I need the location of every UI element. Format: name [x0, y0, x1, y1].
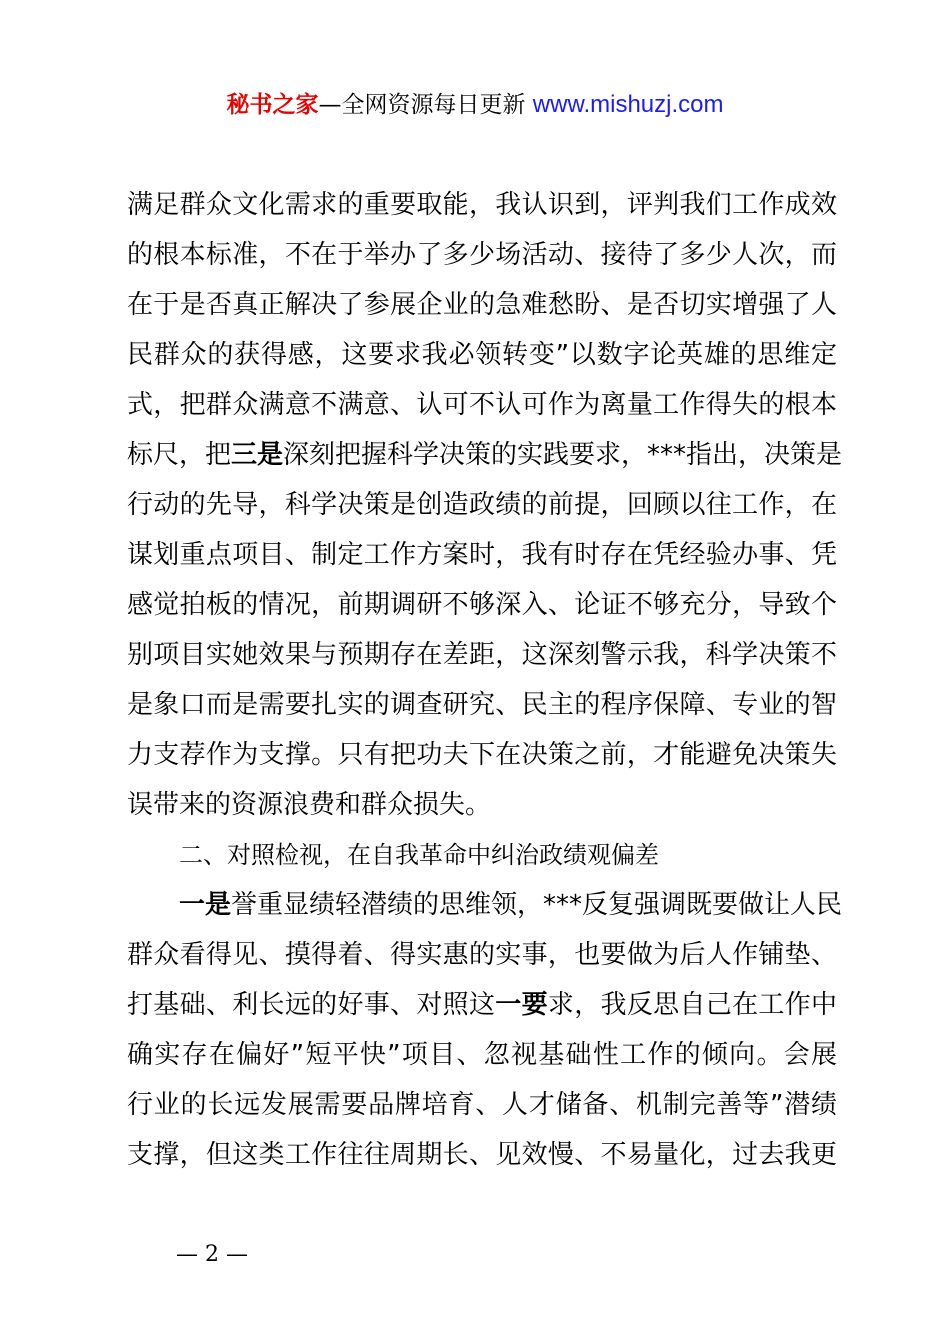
text-line: 谋划重点项目、制定工作方案时，我有时存在凭经验办事、凭 [127, 540, 837, 570]
text-line: 感觉拍板的情况，前期调研不够深入、论证不够充分，导致个 [127, 590, 837, 620]
text-line: 在于是否真正解决了参展企业的急难愁盼、是否切实增强了人 [127, 290, 837, 320]
text-segment: 标尺，把 [127, 440, 232, 470]
text-line: 式，把群众满意不满意、认可不认可作为离量工作得失的根本 [127, 390, 837, 420]
text-segment: 求，我反思自己在工作中 [547, 990, 837, 1020]
text-line [127, 430, 843, 480]
text-line: 满足群众文化需求的重要取能，我认识到，评判我们工作成效 [127, 190, 837, 220]
text-segment: 打基础、利长远的好事、对照这 [127, 990, 496, 1020]
brand-name: 秘书之家 [226, 92, 319, 118]
text-line: 误带来的资源浪费和群众损失。 [127, 790, 492, 820]
bold-marker: 一是 [179, 890, 232, 920]
text-line: 是象口而是需要扎实的调查研究、民主的程序保障、专业的智 [127, 690, 837, 720]
text-segment: 誉重显绩轻潜绩的思维领，***反复强调既要做让人民 [231, 890, 843, 920]
text-line: 行业的长远发展需要品牌培育、人才储备、机制完善等”潜绩 [127, 1090, 837, 1120]
text-line: 的根本标准，不在于举办了多少场活动、接待了多少人次，而 [127, 240, 837, 270]
text-segment: 深刻把握科学决策的实践要求，***指出，决策是 [283, 440, 843, 470]
bold-marker: 三是 [231, 440, 284, 470]
text-line: 别项目实她效果与预期存在差距，这深刻警示我，科学决策不 [127, 640, 837, 670]
document-body [127, 180, 843, 1180]
text-line: 行动的先导，科学决策是创造政绩的前提，回顾以往工作，在 [127, 490, 837, 520]
site-header [0, 88, 950, 122]
text-line: 群众看得见、摸得着、得实惠的实事，也要做为后人作铺垫、 [127, 940, 837, 970]
tagline: —全网资源每日更新 [318, 92, 533, 118]
section-heading: 二、对照检视，在自我革命中纠治政绩观偏差 [179, 841, 659, 869]
page-number: — 2 — [176, 1242, 248, 1267]
text-line [127, 980, 837, 1030]
text-line: 力支荐作为支撑。只有把功夫下在决策之前，才能避免决策失 [127, 740, 837, 770]
site-url-link[interactable]: www.mishuzj.com [532, 91, 724, 118]
bold-marker: 一要 [495, 990, 548, 1020]
text-line: 支撑，但这类工作往往周期长、见效慢、不易量化，过去我更 [127, 1140, 837, 1170]
text-line: 民群众的获得感，这要求我必领转变”以数字论英雄的思维定 [127, 340, 837, 370]
text-line: 确实存在偏好”短平快”项目、忽视基础性工作的倾向。会展 [127, 1040, 837, 1070]
text-line [127, 880, 843, 930]
